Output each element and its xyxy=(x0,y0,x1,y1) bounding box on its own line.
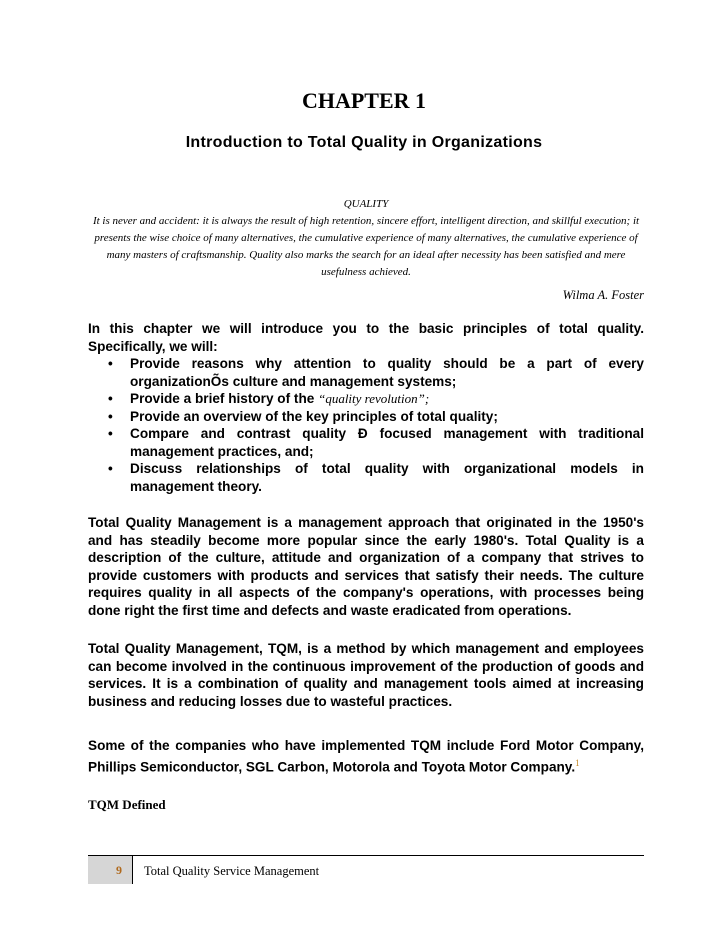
intro-lead: In this chapter we will introduce you to the basic principles of total quality. Specifically, we will: xyxy=(88,321,644,354)
paragraph-tqm-method: Total Quality Management, TQM, is a method by which management and employees can become involved in the continuous improvement of the production of goods and services. It is a combination of quality and management tools aimed at increasing business and reducing losses due to wasteful practices. xyxy=(88,641,644,709)
chapter-title: CHAPTER 1 xyxy=(301,88,427,113)
list-item: • Provide a brief history of the “quality revolution”; xyxy=(106,390,644,408)
list-item: • Provide an overview of the key principles of total quality; xyxy=(106,408,644,426)
footer-divider xyxy=(88,855,644,856)
intro-section xyxy=(88,320,644,495)
epigraph-quote xyxy=(88,196,644,281)
page-number: 9 xyxy=(116,863,122,877)
quote-author: Wilma A. Foster xyxy=(562,288,644,302)
quality-revolution-phrase: “quality revolution”; xyxy=(318,391,430,406)
companies-text: Some of the companies who have implemented TQM include Ford Motor Company, Phillips Semiconductor, SGL Carbon, Motorola and Toyota Motor Company. xyxy=(88,738,644,775)
chapter-subtitle: Introduction to Total Quality in Organizations xyxy=(185,134,543,151)
quote-heading: QUALITY xyxy=(343,198,389,210)
footnote-reference[interactable]: 1 xyxy=(575,757,580,768)
paragraph-tqm-companies xyxy=(88,737,644,776)
section-heading: TQM Defined xyxy=(88,797,166,812)
quote-text: It is never and accident: it is always the result of high retention, sincere effort, intelligent direction, and skillful execution; it presents the wise choice of many alternatives, the cumulative experience of many alternatives, the cumulative experience of many masters of craftsmanship. Quality also marks the search for an ideal after necessity has been satisfied and mere usefulness achieved. xyxy=(92,215,640,278)
list-item: • Compare and contrast quality Ð focused management with traditional management practices, and; xyxy=(106,425,644,460)
page-number-box xyxy=(88,856,133,884)
list-item: • Discuss relationships of total quality with organizational models in management theory. xyxy=(106,460,644,495)
list-item: • Provide reasons why attention to quality should be a part of every organizationÕs culture and management systems; xyxy=(106,355,644,390)
footer-title: Total Quality Service Management xyxy=(144,864,320,878)
paragraph-tqm-origin: Total Quality Management is a management approach that originated in the 1950's and has steadily become more popular since the early 1980's. Total Quality is a description of the culture, attitude and organization of a company that strives to provide customers with products and services that satisfy their needs. The culture requires quality in all aspects of the company's operations, with processes being done right the first time and defects and waste eradicated from operations. xyxy=(88,515,644,618)
objectives-list xyxy=(88,355,644,495)
